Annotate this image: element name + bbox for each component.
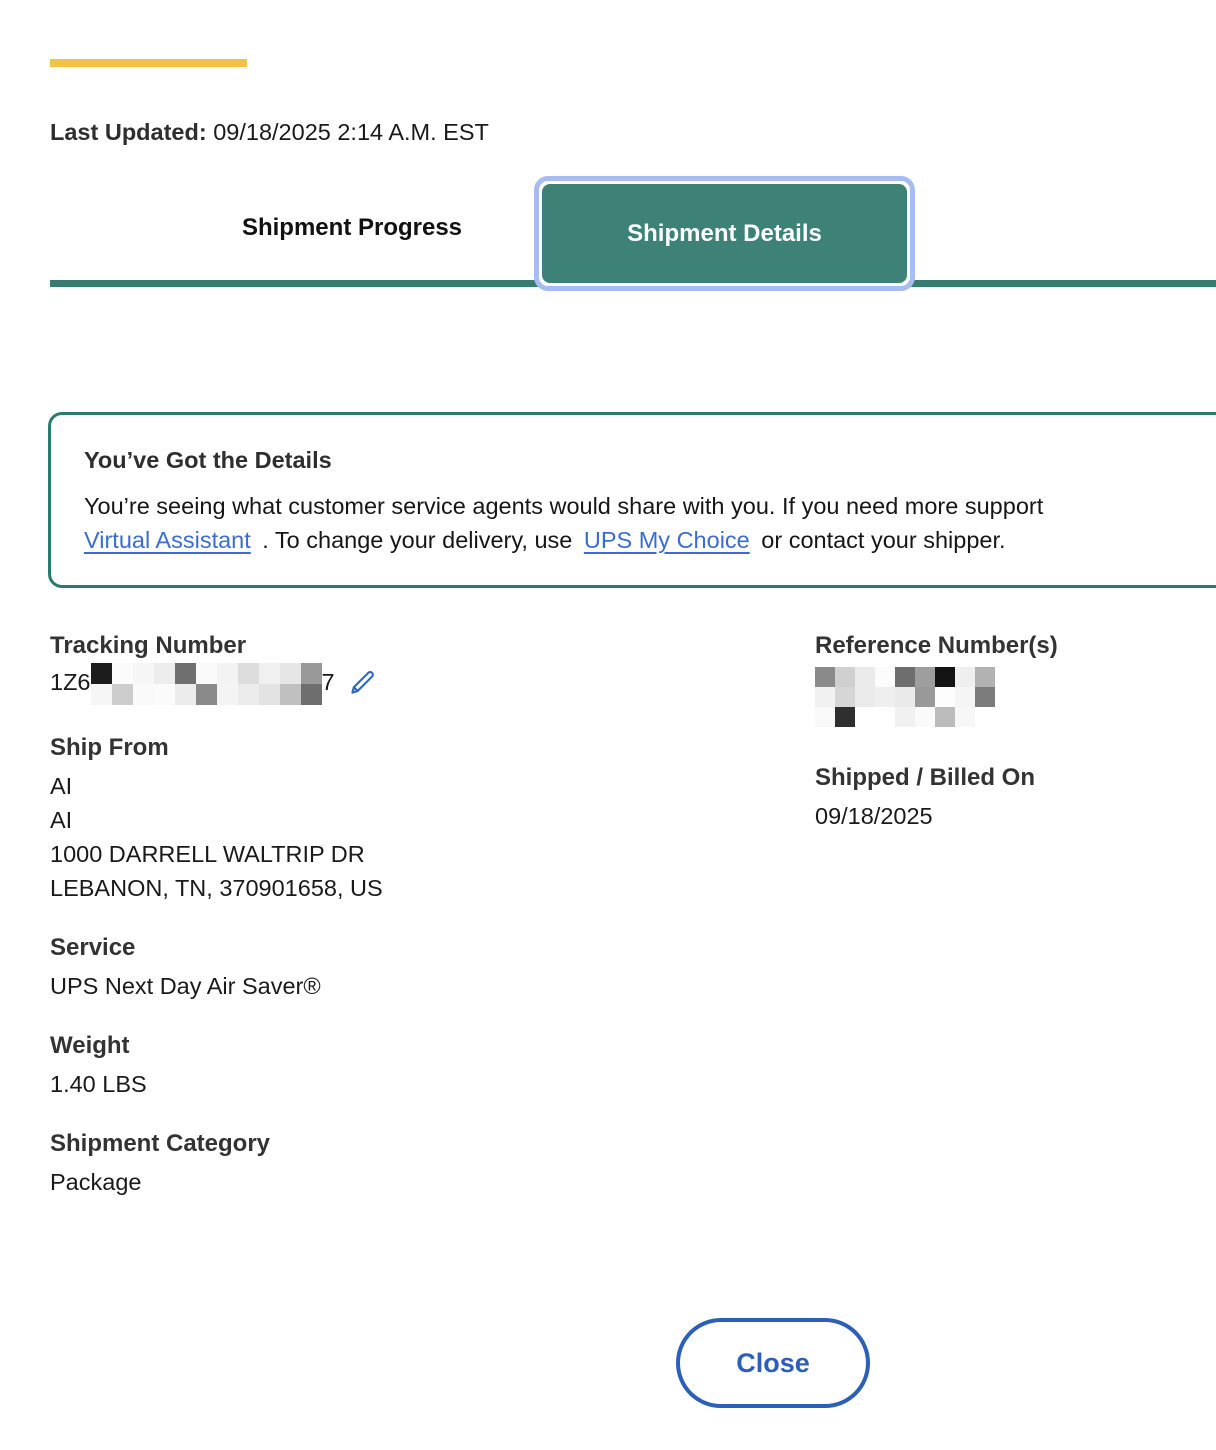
last-updated-value: 09/18/2025 2:14 A.M. EST: [213, 119, 489, 145]
ship-from-label: Ship From: [50, 734, 169, 761]
weight-field: [50, 1032, 147, 1101]
virtual-assistant-link[interactable]: Virtual Assistant: [84, 527, 251, 553]
info-box-title: You’ve Got the Details: [84, 447, 332, 473]
info-box-line2-mid: . To change your delivery, use: [262, 527, 573, 553]
ship-from-line: AI: [50, 807, 73, 833]
service-label: Service: [50, 934, 136, 961]
info-box-line2-suffix: or contact your shipper.: [761, 527, 1006, 553]
weight-label: Weight: [50, 1032, 130, 1059]
last-updated-label: Last Updated:: [50, 119, 207, 145]
tab-shipment-progress[interactable]: Shipment Progress: [202, 214, 502, 242]
reference-numbers-field: [815, 632, 1058, 727]
tracking-number-prefix: 1Z6: [50, 669, 91, 695]
shipped-billed-on-field: [815, 764, 1035, 833]
last-updated: [50, 119, 489, 146]
shipped-billed-on-label: Shipped / Billed On: [815, 764, 1036, 791]
ship-from-line: LEBANON, TN, 370901658, US: [50, 875, 383, 901]
ups-my-choice-link[interactable]: UPS My Choice: [583, 527, 750, 553]
service-field: [50, 934, 321, 1003]
shipment-category-field: [50, 1130, 270, 1199]
close-button[interactable]: Close: [676, 1318, 870, 1408]
tab-shipment-details[interactable]: [534, 176, 915, 291]
ship-from-field: [50, 734, 383, 905]
service-value: UPS Next Day Air Saver®: [50, 973, 321, 999]
info-box-line1: You’re seeing what customer service agents would share with you. If you need more support: [84, 493, 1044, 519]
ship-from-line: AI: [50, 773, 73, 799]
reference-numbers-redacted: [815, 667, 1058, 727]
tracking-number-redacted: [91, 663, 322, 705]
reference-numbers-label: Reference Number(s): [815, 632, 1058, 659]
pencil-icon: [347, 686, 378, 701]
edit-tracking-button[interactable]: [347, 667, 378, 701]
tracking-number-label: Tracking Number: [50, 632, 247, 659]
ship-from-line: 1000 DARRELL WALTRIP DR: [50, 841, 365, 867]
accent-bar: [50, 59, 247, 67]
tab-shipment-details-label: Shipment Details: [542, 184, 907, 283]
weight-value: 1.40 LBS: [50, 1071, 147, 1097]
info-box-line2: [84, 523, 1216, 557]
shipped-billed-on-value: 09/18/2025: [815, 803, 933, 829]
tracking-number-field: [50, 632, 378, 705]
tracking-number-suffix: 7: [321, 669, 335, 695]
details-info-box: [48, 412, 1216, 588]
shipment-category-value: Package: [50, 1169, 142, 1195]
shipment-category-label: Shipment Category: [50, 1130, 271, 1157]
